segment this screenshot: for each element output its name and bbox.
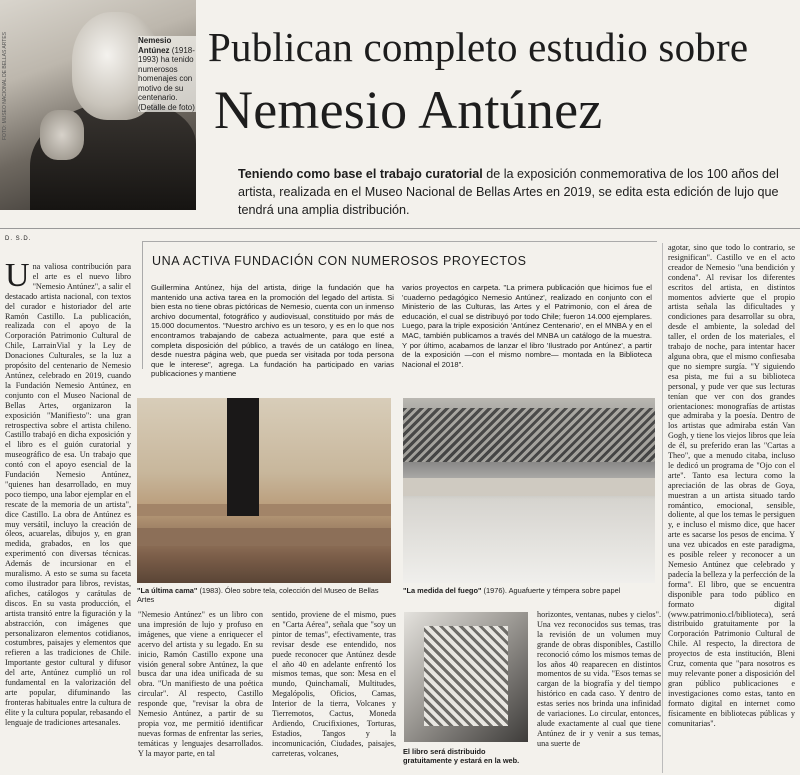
artwork-1-dark-bar xyxy=(227,398,259,516)
artwork-1-stripe xyxy=(137,504,391,516)
headline xyxy=(208,24,793,139)
sidebar-box-top-rule xyxy=(142,241,657,242)
body-column-4: horizontes, ventanas, nubes y cielos". Una vez reconocidos sus temas, tras la revisión de un volumen muy grande de obras disponibles, Castillo reconoció cómo los mismos temas de los años 40 reaparecen en distintos momentos de su vida. "Esos temas se cargan de la biografía y del tiempo histórico en cada caso. Y dentro de estas series nos brinda una infinidad de variaciones. Lo circular, entonces, alude exactamente al cual que tiene Antúnez de ir y venir a sus temas, una suerte de xyxy=(537,610,661,748)
book-cover-pattern xyxy=(424,626,508,726)
headline-line-1: Publican completo estudio sobre xyxy=(208,24,749,70)
drop-cap: U xyxy=(5,257,30,294)
artwork-2-caption-rest: (1976). Aguafuerte y témpera sobre papel xyxy=(481,586,621,595)
book-caption-text: El libro será distribuido gratuitamente y estará en la web. xyxy=(403,747,520,765)
lead-paragraph xyxy=(238,165,793,219)
artwork-1-caption-rest: (1983). Óleo sobre tela, colección del Museo de Bellas Artes xyxy=(137,586,379,604)
sidebar-box-text-2: varios proyectos en carpeta. "La primera publicación que hicimos fue el 'cuaderno pedagógico Nemesio Antúnez', realizado en conjunto con el Ministerio de las Culturas, las Artes y el Patrimonio, con el área de educación, el cual se distribuyó por todo Chile; fueron 14.000 ejemplares. Luego, para la triple exposición 'Antúnez Centenario', en el MNBA y en el MAC, también publicamos a través del MNBA un catálogo de la muestra. Y por último, acabamos de lanzar el libro 'Ilustrado por Antúnez', a partir de la exposición —con el mismo nombre— montada en la Biblioteca Nacional el 2018". xyxy=(402,283,652,369)
artwork-la-medida-del-fuego xyxy=(403,398,655,583)
artwork-2-caption-title: "La medida del fuego" xyxy=(403,586,482,595)
photo-credit: FOTO: MUSEO NACIONAL DE BELLAS ARTES xyxy=(2,32,8,140)
photo-hand-shape xyxy=(40,110,84,160)
body-column-1-text: na valiosa contribución para el arte es el nuevo libro "Nemesio Antúnez", a salir el destacado artista nacional, con textos del curador e historiador del arte Ramón Castillo. La publicación, realizada con el apoyo de la Corporación Patrimonio Cultural de Chile, LarrainVial y la Ley de Donaciones Culturales, se la luz a propósito del centenario de Nemesio Antúnez, celebrado en 2019, cuando la Fundación Nemesio Antúnez, en conjunto con el Museo Nacional de Bellas Artes, organizaron la exposición "Manifiesto": una gran retrospectiva sobre el artista chileno. Castillo trabajó en dicha exposición y el libro es el guión curatorial y museográfico de esa. Un trabajo que contó con el apoyo esencial de la Fundación Nemesio Antúnez, "quienes han desarrollado, en muy poco tiempo, una labor ejemplar en el rescate de la memoria de un artista", dice Castillo. La obra de Antúnez es muy versátil, incluyo la creación de óleos, acuarelas, dibujos y, en gran medida, grabados, en los que experimentó con diversas técnicas. Además de incursionar en el muralismo. A esto se suma su faceta como ilustrador para libros, revistas, afiches, catálogos y carátulas de discos. En su vasta producción, el artista transitó entre la figuración y la abstracción, con imágenes que personalizaron elementos cotidianos, costumbres, paisajes y elementos que refieren a las tradiciones de Chile. Importante gestor cultural y difusor del arte, Antúnez cumplió un rol fundamental en la valorización del arte popular, difuminando las fronteras habituales entre la cultura de élite y la cultura popular, rebasando el lenguaje de tradiciones artesanales. xyxy=(5,262,131,727)
book-cover-image xyxy=(404,612,528,742)
artwork-2-band xyxy=(403,478,655,496)
photo-caption xyxy=(138,36,196,112)
body-column-5: agotar, sino que todo lo contrario, se resignifican". Castillo ve en el acto creador de Nemesio "una bendición y condena". Al revisar los diferentes escritos del artista, en distintos momentos advierte que el propio artista señala las dificultades y condiciones para desarrollar su obra, desde el ambiente, la soledad del taller, el orden de los materiales, el trabajo de noche, para intentar hacer alguna obra, que el mismo confiesaba que no siempre surgía. "Y siguiendo esa pista, me fui a su biblioteca personal, y pude ver que sus lecturas tenían que ver con dos grandes orientaciones: monografías de artistas que admiraba y la poesía. Dentro de los artistas que admiraba están Van Gogh, y tiene los viejos libros que leía de él, su preferido eran las "Cartas a Theo", que a menudo citaba, incluso le dedicó un programa de "Ojo con el arte". Tanto esa lectura como la apreciación de las obras de Goya, muestran a un artista situado tardo romántico, emocional, sensible, doliente, al que los temas le persiguen y, e incluso el mismo dice, que hacer arte es sacarse los pesos de encima. Y una vez ubicados en este paradigma, es posible releer y reconocer a un Nemesio Antúnez que celebrado y padecía la belleza y la perfección de la forma". El libro, que se encuentra disponible para todo público en formato digital (www.patrimonio.cl/biblioteca), será distribuido gratuitamente por la Corporación Patrimonio Cultural de Chile. Al respecto, la directora de proyectos de esta institución, Bleni Cruz, comenta que "para nosotros es muy relevante poner a disposición del gran público publicaciones e investigaciones como estas, tanto en formato digital en internet como físicamente en bibliotecas públicas y comunitarias". xyxy=(668,243,795,728)
header-divider xyxy=(0,228,800,229)
body-column-3: sentido, proviene de el mismo, pues en "Carta Aérea", señala que "soy un pintor de temas", efectivamente, tras revisar desde ese entendido, nos puede reconocer que Antúnez desde el año 40 en adelante enfrentó los mismos temas, que son: Mesa en el mundo, Quinchamalí, Multitudes, Megalópolis, Oficios, Camas, Interior de la tierra, Volcanes y Tierremotos, Cactus, Moneda Ardiendo, Crucifixiones, Torturas, Estadios, Tangos y la incomunicación, Ciudades, paisajes, carreteras, volcanes, xyxy=(272,610,396,758)
body-column-2: "Nemesio Antúnez" es un libro con una impresión de lujo y profuso en imágenes, que viene a enriquecer el acervo del artista y su legado. En su inicio, Ramón Castillo expone una visión general sobre Antúnez, la que busca dar una idea unificada de su obra. "Un manifiesto de una poética circular". Al respecto, Castillo responde que, "revisar la obra de Nemesio Antúnez, a partir de su propia voz, me permitió identificar nuevas formas de enfrentar las series, temáticas y lenguajes desarrollados. Y la mayor parte, en tal xyxy=(138,610,263,758)
artwork-2-caption xyxy=(403,586,655,595)
sidebar-box-text-1: Guillermina Antúnez, hija del artista, dirige la fundación que ha mantenido una activa tarea en la promoción del legado del artista. Si bien esta no tiene obras pictóricas de Nemesio, cuenta con un inmenso archivo documental, fotográfico y audiovisual, constituido por más de 15.000 documentos. "Nuestro archivo es un tesoro, y es en lo que nos encontramos trabajando de cabeza actualmente, para que esté a completa disposición del público, a través de un catálogo en línea, desde nuestra página web, que pueda ser visitada por toda persona que le interese", agrega. La fundación ha participado en varias publicaciones y mantiene xyxy=(151,283,394,379)
byline: D. S.D. xyxy=(5,236,32,242)
sidebar-box-title: UNA ACTIVA FUNDACIÓN CON NUMEROSOS PROYECTOS xyxy=(152,254,527,268)
artwork-2-pattern xyxy=(403,408,655,462)
book-caption xyxy=(403,747,529,765)
lead-bold: Teniendo como base el trabajo curatorial xyxy=(238,167,483,181)
photo-caption-text: (1918-1993) ha tenido numerosos homenajes con motivo de su centenario. (Detalle de foto) xyxy=(138,45,195,112)
artwork-1-stripe-lower xyxy=(137,528,391,546)
photo-caption-name: Nemesio Antúnez xyxy=(138,36,172,55)
headline-line-2: Nemesio Antúnez xyxy=(214,80,603,140)
column-divider xyxy=(662,243,663,773)
artwork-1-caption-title: "La última cama" xyxy=(137,586,198,595)
artwork-1-caption xyxy=(137,586,391,604)
lead-rest: de la exposición conmemorativa de los 100 años del artista, realizada en el Museo Nacional de Bellas Artes en 2019, se edita esta edición de lujo que tendrá una amplia distribución. xyxy=(238,167,779,217)
sidebar-box-left-rule xyxy=(142,241,143,369)
body-column-1 xyxy=(5,257,131,728)
artwork-la-ultima-cama xyxy=(137,398,391,583)
